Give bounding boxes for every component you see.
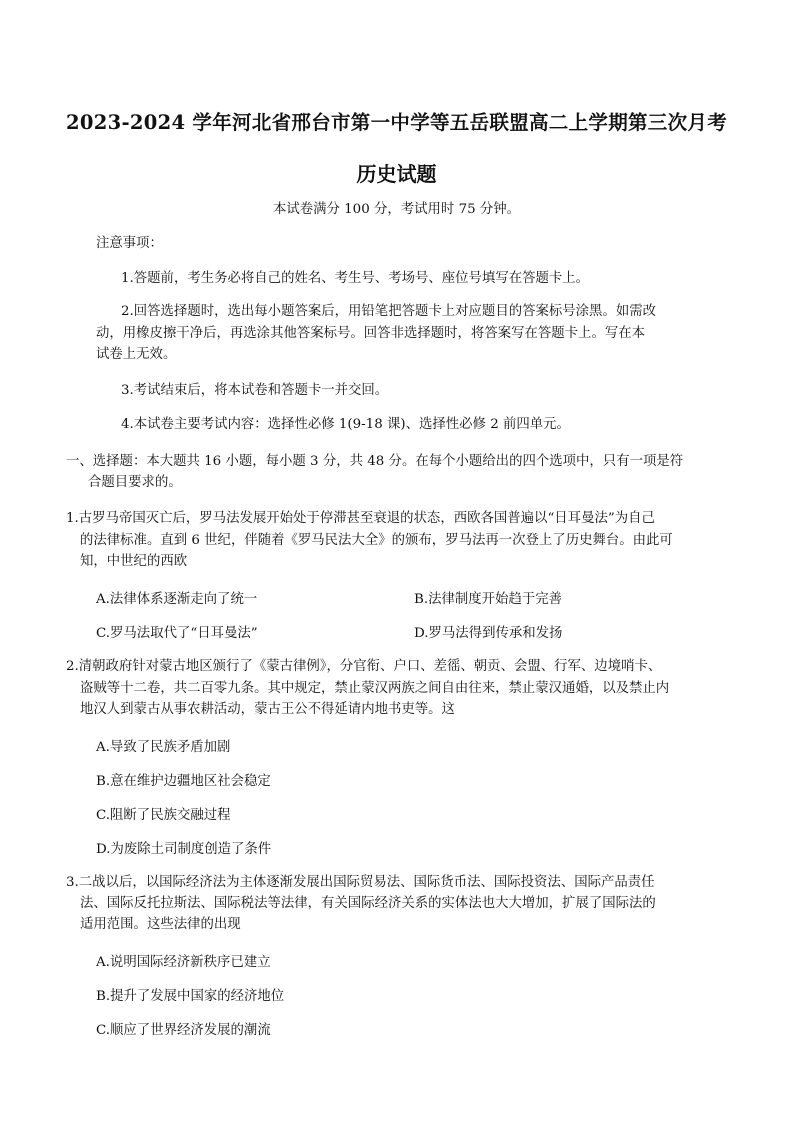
- section-heading-continued: 合题目要求的。: [88, 475, 182, 490]
- exam-title: 2023-2024 学年河北省邢台市第一中学等五岳联盟高二上学期第三次月考: [65, 111, 728, 134]
- note-item: 1.答题前，考生务必将自己的姓名、考生号、考场号、座位号填写在答题卡上。: [121, 271, 590, 286]
- note-item-continued: 试卷上无效。: [96, 347, 177, 362]
- question-stem: 知，中世纪的西欧: [80, 554, 188, 569]
- option-a[interactable]: A.法律体系逐渐走向了统一: [96, 592, 258, 607]
- section-heading: 一、选择题：本大题共 16 小题，每小题 3 分，共 48 分。在每个小题给出的四个选项中，只有一项是符: [66, 454, 684, 469]
- question-stem: 地汉人到蒙古从事农耕活动，蒙古王公不得延请内地书吏等。这: [80, 702, 455, 717]
- option-a[interactable]: A.导致了民族矛盾加剧: [96, 740, 231, 755]
- notes-heading: 注意事项：: [96, 236, 163, 251]
- question-stem: 盗贼等十二卷，共二百零九条。其中规定，禁止蒙汉两族之间自由往来，禁止蒙汉通婚，以及禁止内: [80, 681, 670, 696]
- question-stem: 适用范围。这些法律的出现: [80, 917, 241, 932]
- question-stem: 3.二战以后，以国际经济法为主体逐渐发展出国际贸易法、国际货币法、国际投资法、国际产品责任: [66, 875, 655, 890]
- question-stem: 1.古罗马帝国灭亡后，罗马法发展开始处于停滞甚至衰退的状态，西欧各国普遍以“日耳曼法”为自己: [66, 511, 655, 526]
- note-item-continued: 动，用橡皮擦干净后，再选涂其他答案标号。回答非选择题时，将答案写在答题卡上。写在本: [96, 326, 646, 341]
- question-stem: 法、国际反托拉斯法、国际税法等法律，有关国际经济关系的实体法也大大增加，扩展了国际法的: [80, 896, 656, 911]
- option-d[interactable]: D.罗马法得到传承和发扬: [414, 626, 563, 641]
- option-c[interactable]: C.阻断了民族交融过程: [96, 808, 231, 823]
- question-stem: 2.清朝政府针对蒙古地区颁行了《蒙古律例》，分官衔、户口、差徭、朝贡、会盟、行军、边境哨卡、: [66, 659, 662, 674]
- note-item: 4.本试卷主要考试内容：选择性必修 1(9-18 课)、选择性必修 2 前四单元。: [121, 417, 570, 432]
- option-d[interactable]: D.为废除土司制度创造了条件: [96, 842, 272, 857]
- option-b[interactable]: B.提升了发展中国家的经济地位: [96, 989, 285, 1004]
- option-b[interactable]: B.意在维护边疆地区社会稳定: [96, 774, 271, 789]
- option-c[interactable]: C.顺应了世界经济发展的潮流: [96, 1023, 271, 1038]
- option-a[interactable]: A.说明国际经济新秩序已建立: [96, 955, 271, 970]
- note-item: 2.回答选择题时，选出每小题答案后，用铅笔把答题卡上对应题目的答案标号涂黑。如需改: [121, 304, 657, 319]
- option-c[interactable]: C.罗马法取代了“日耳曼法”: [96, 626, 258, 641]
- note-item: 3.考试结束后，将本试卷和答题卡一并交回。: [121, 383, 389, 398]
- option-b[interactable]: B.法律制度开始趋于完善: [414, 592, 563, 607]
- exam-info: 本试卷满分 100 分，考试用时 75 分钟。: [272, 202, 521, 217]
- paper-subtitle: 历史试题: [356, 162, 437, 186]
- question-stem: 的法律标准。直到 6 世纪，伴随着《罗马民法大全》的颁布，罗马法再一次登上了历史舞台。由此可: [80, 533, 673, 548]
